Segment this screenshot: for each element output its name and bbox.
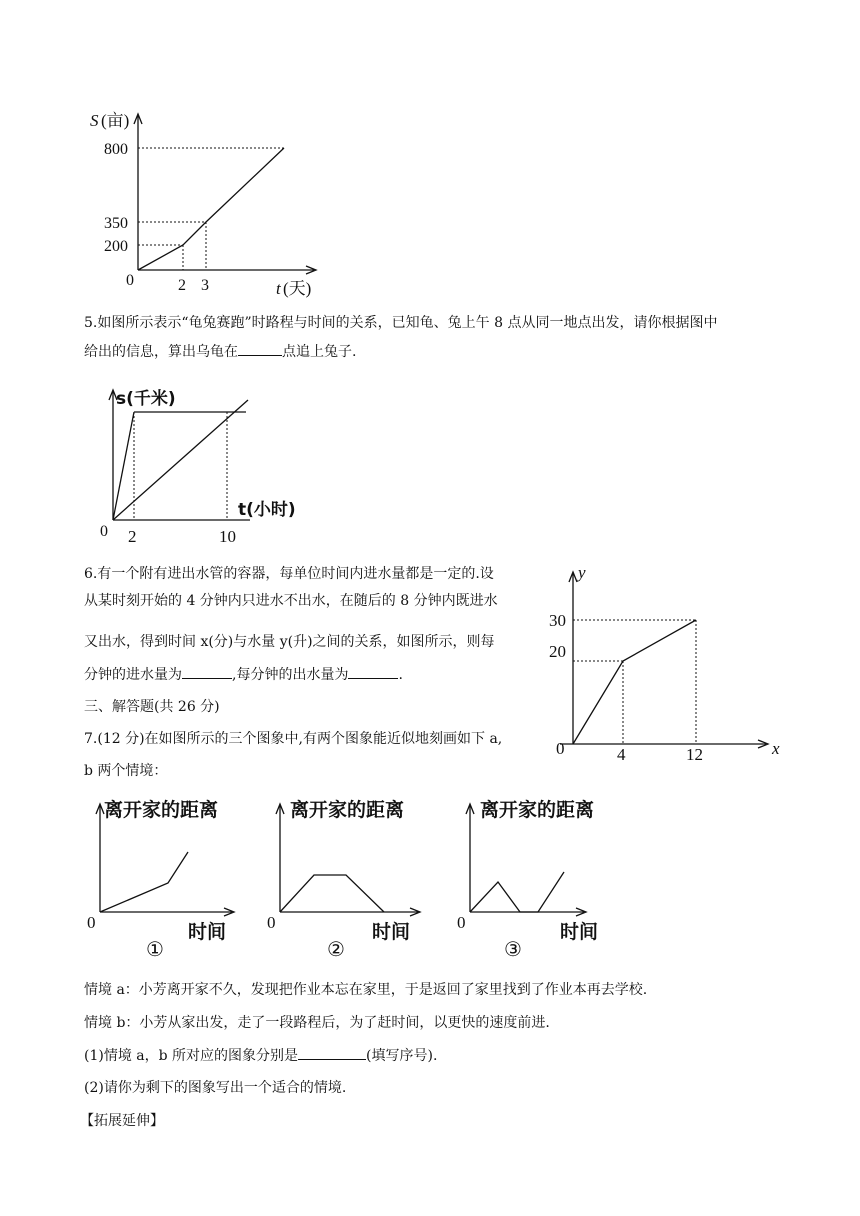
q7-sub1-post: (填写序号). (366, 1048, 438, 1064)
graph-1-title: 离开家的距离 (104, 799, 219, 821)
extension-heading: 【拓展延伸】 (80, 1113, 164, 1129)
graph-3-xlabel: 时间 (560, 921, 599, 943)
q6-line1: 6.有一个附有进出水管的容器，每单位时间内进水量都是一定的.设 (84, 566, 494, 582)
q7-sub1 (84, 1045, 437, 1066)
q6-line3: 又出水，得到时间 x(分)与水量 y(升)之间的关系，如图所示，则每 (84, 634, 495, 650)
y-axis-label-unit: (亩) (101, 111, 130, 130)
graph-2-title: 离开家的距离 (290, 799, 405, 821)
water-line (573, 620, 696, 744)
area-line (138, 148, 284, 270)
q6-line4-c: . (398, 667, 403, 683)
q5-line2-post: 点追上兔子. (282, 344, 357, 360)
graph-2-line (280, 875, 384, 912)
graph-3-title: 离开家的距离 (480, 799, 595, 821)
graph-2-xlabel: 时间 (372, 921, 411, 943)
q5-line2-pre: 给出的信息，算出乌龟在 (84, 344, 238, 360)
graph-1-number: ① (146, 939, 164, 961)
x-tick-10: 10 (219, 527, 236, 546)
graph-1-xlabel: 时间 (188, 921, 227, 943)
x-tick-2: 2 (128, 527, 137, 546)
section-3-heading: 三、解答题(共 26 分) (84, 699, 220, 715)
graph-1-line (100, 852, 188, 912)
q5-answer-blank[interactable] (238, 341, 282, 356)
q7-graph-3 (452, 792, 632, 964)
x-tick-2: 2 (178, 277, 186, 294)
q6-line2: 从某时刻开始的 4 分钟内只进水不出水，在随后的 8 分钟内既进水 (84, 593, 498, 609)
x-axis-label-t: t (276, 279, 281, 298)
y-tick-20: 20 (549, 642, 566, 661)
q7-answer-blank[interactable] (298, 1045, 366, 1060)
scenario-b: 情境 b：小芳从家出发，走了一段路程后，为了赶时间，以更快的速度前进. (84, 1015, 550, 1031)
q7-sub2: (2)请你为剩下的图象写出一个适合的情境. (84, 1080, 347, 1096)
graph-area-vs-days (82, 104, 332, 300)
graph-water-volume (540, 560, 790, 770)
graph-3-origin: 0 (457, 913, 466, 932)
q7-graph-2 (262, 792, 442, 964)
q6-outflow-blank[interactable] (348, 664, 398, 679)
q5-line2 (84, 341, 356, 362)
y-axis-label: y (578, 563, 586, 582)
graph-3-line (470, 872, 564, 912)
y-tick-800: 800 (104, 141, 128, 158)
q7-sub1-pre: (1)情境 a，b 所对应的图象分别是 (84, 1048, 299, 1064)
origin-label: 0 (100, 523, 108, 540)
y-tick-30: 30 (549, 611, 566, 630)
x-axis-label: x (772, 739, 780, 758)
q7-line2: b 两个情境： (84, 763, 168, 779)
y-tick-350: 350 (104, 215, 128, 232)
x-tick-3: 3 (201, 277, 209, 294)
q5-line1: 5.如图所示表示“龟兔赛跑”时路程与时间的关系，已知龟、兔上午 8 点从同一地点出发，请你根据图中 (84, 315, 718, 331)
origin-label: 0 (556, 739, 565, 758)
y-tick-200: 200 (104, 238, 128, 255)
q7-line1: 7.(12 分)在如图所示的三个图象中,有两个图象能近似地刻画如下 a, (84, 731, 503, 747)
scenario-a: 情境 a：小芳离开家不久，发现把作业本忘在家里，于是返回了家里找到了作业本再去学校. (84, 982, 648, 998)
graph-1-origin: 0 (87, 913, 96, 932)
y-axis-label-s: S (90, 111, 99, 130)
x-tick-12: 12 (686, 745, 703, 764)
graph-tortoise-hare (82, 382, 312, 550)
graph-2-number: ② (327, 939, 345, 961)
y-axis-label: s(千米) (116, 389, 176, 409)
q6-line4-b: ,每分钟的出水量为 (232, 667, 349, 683)
origin-label: 0 (126, 272, 134, 289)
x-tick-4: 4 (617, 745, 626, 764)
graph-2-origin: 0 (267, 913, 276, 932)
x-axis-label-unit: (天) (283, 279, 312, 298)
q7-graph-1 (82, 792, 252, 964)
q6-line4-a: 分钟的进水量为 (84, 667, 182, 683)
q6-line4 (84, 664, 539, 685)
graph-3-number: ③ (504, 939, 522, 961)
q6-inflow-blank[interactable] (182, 664, 232, 679)
x-axis-label: t(小时) (238, 500, 296, 520)
